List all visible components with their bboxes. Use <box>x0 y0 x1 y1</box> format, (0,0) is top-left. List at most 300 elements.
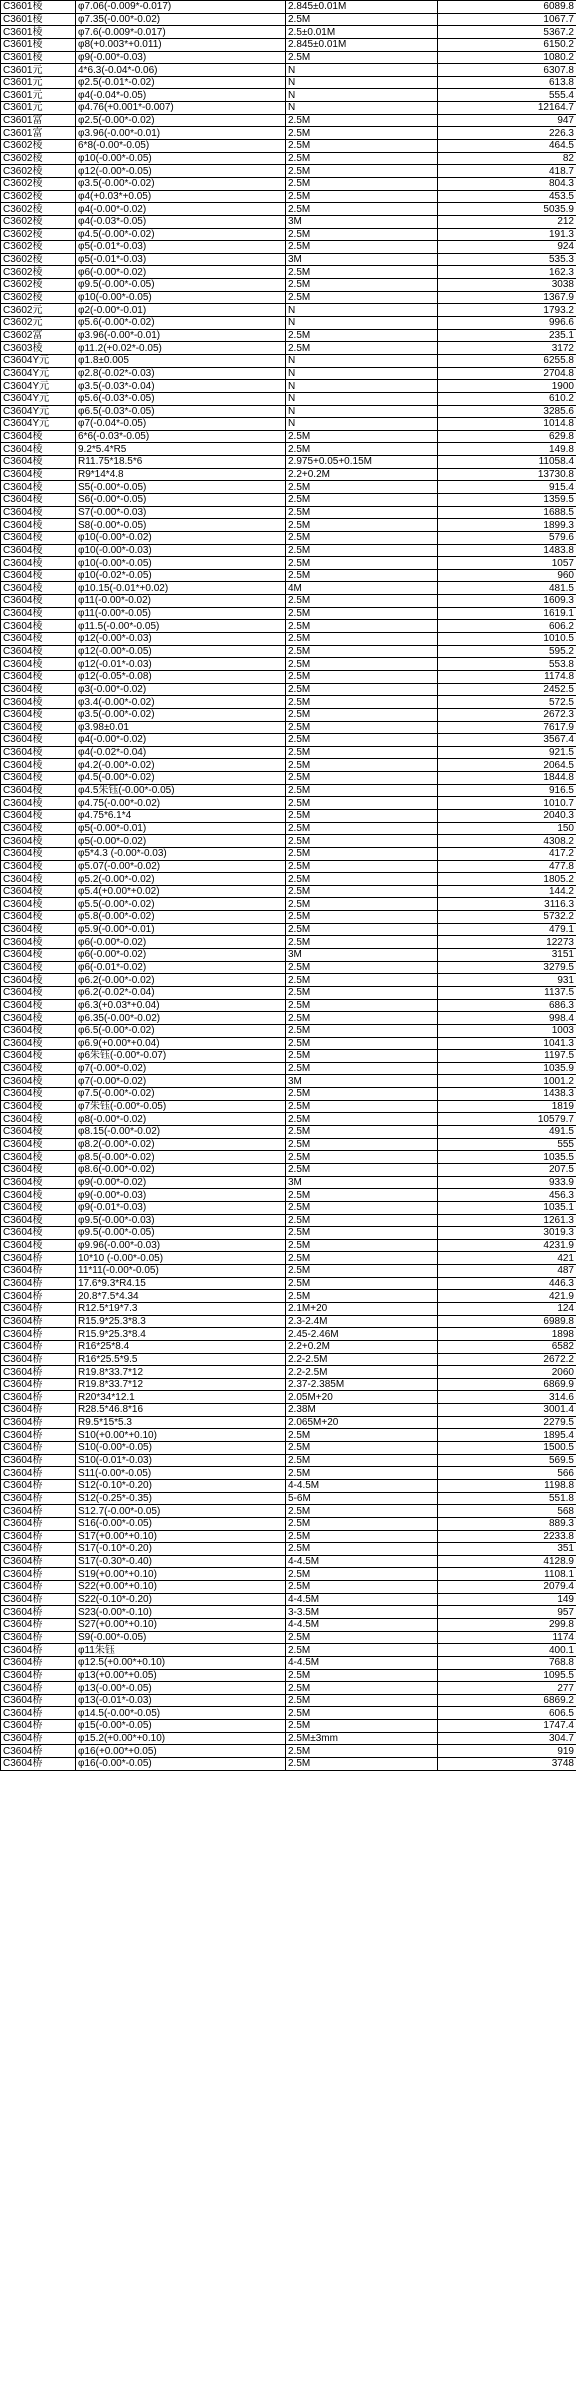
spec-cell: φ4(-0.00*-0.02) <box>76 203 286 216</box>
spec-cell: S23(-0.00*-0.10) <box>76 1606 286 1619</box>
spec-cell: φ5(-0.00*-0.02) <box>76 835 286 848</box>
spec-cell: φ4.2(-0.00*-0.02) <box>76 759 286 772</box>
spec-cell: φ3(-0.00*-0.02) <box>76 683 286 696</box>
quantity-cell: 1895.4 <box>438 1429 576 1442</box>
table-row <box>1 203 576 216</box>
length-cell: 2.5M <box>286 1100 438 1113</box>
spec-cell: φ6.5(-0.00*-0.02) <box>76 1024 286 1037</box>
quantity-cell: 10579.7 <box>438 1113 576 1126</box>
table-row <box>1 1543 576 1556</box>
material-cell: C3604桥 <box>1 1454 76 1467</box>
quantity-cell: 916.5 <box>438 784 576 797</box>
table-row <box>1 1302 576 1315</box>
quantity-cell: 1609.3 <box>438 595 576 608</box>
material-cell: C3602棱 <box>1 190 76 203</box>
table-row <box>1 1391 576 1404</box>
quantity-cell: 464.5 <box>438 140 576 153</box>
quantity-cell: 1198.8 <box>438 1479 576 1492</box>
table-row <box>1 961 576 974</box>
material-cell: C3604桥 <box>1 1265 76 1278</box>
quantity-cell: 3116.3 <box>438 898 576 911</box>
table-row <box>1 620 576 633</box>
quantity-cell: 1747.4 <box>438 1720 576 1733</box>
spec-cell: φ4(+0.03*+0.05) <box>76 190 286 203</box>
material-cell: C3604Y元 <box>1 354 76 367</box>
length-cell: 2.5M <box>286 13 438 26</box>
quantity-cell: 6255.8 <box>438 354 576 367</box>
material-cell: C3604桥 <box>1 1340 76 1353</box>
table-row <box>1 64 576 77</box>
length-cell: 2.5M <box>286 1062 438 1075</box>
length-cell: 2.2-2.5M <box>286 1366 438 1379</box>
material-cell: C3604棱 <box>1 721 76 734</box>
material-cell: C3604桥 <box>1 1555 76 1568</box>
quantity-cell: 3567.4 <box>438 734 576 747</box>
material-cell: C3604桥 <box>1 1429 76 1442</box>
quantity-cell: 919 <box>438 1745 576 1758</box>
spec-cell: φ6(-0.00*-0.02) <box>76 266 286 279</box>
table-row <box>1 456 576 469</box>
quantity-cell: 998.4 <box>438 1012 576 1025</box>
table-row <box>1 708 576 721</box>
quantity-cell: 921.5 <box>438 746 576 759</box>
length-cell: 2.5M <box>286 1631 438 1644</box>
spec-cell: S9(-0.00*-0.05) <box>76 1631 286 1644</box>
material-cell: C3604棱 <box>1 835 76 848</box>
material-cell: C3604Y元 <box>1 380 76 393</box>
quantity-cell: 1035.5 <box>438 1151 576 1164</box>
length-cell: 2.5M <box>286 847 438 860</box>
table-row <box>1 1062 576 1075</box>
length-cell: 2.5±0.01M <box>286 26 438 39</box>
quantity-cell: 768.8 <box>438 1656 576 1669</box>
material-cell: C3604棱 <box>1 645 76 658</box>
length-cell: 2.5M <box>286 633 438 646</box>
spec-cell: φ10(-0.02*-0.05) <box>76 569 286 582</box>
table-row <box>1 569 576 582</box>
quantity-cell: 3748 <box>438 1758 576 1771</box>
material-cell: C3604棱 <box>1 974 76 987</box>
table-row <box>1 329 576 342</box>
length-cell: 3M <box>286 253 438 266</box>
quantity-cell: 417.2 <box>438 847 576 860</box>
spec-cell: φ2.5(-0.01*-0.02) <box>76 76 286 89</box>
material-cell: C3604桥 <box>1 1467 76 1480</box>
quantity-cell: 1108.1 <box>438 1568 576 1581</box>
material-cell: C3604Y元 <box>1 392 76 405</box>
material-cell: C3604桥 <box>1 1416 76 1429</box>
length-cell: 2.5M <box>286 1163 438 1176</box>
table-row <box>1 885 576 898</box>
length-cell: 2.065M+20 <box>286 1416 438 1429</box>
table-row <box>1 607 576 620</box>
length-cell: 2.5M <box>286 1201 438 1214</box>
table-row <box>1 1593 576 1606</box>
material-cell: C3604棱 <box>1 999 76 1012</box>
spec-cell: φ12(-0.00*-0.05) <box>76 165 286 178</box>
table-row <box>1 1745 576 1758</box>
material-cell: C3601富 <box>1 114 76 127</box>
spec-cell: S12.7(-0.00*-0.05) <box>76 1505 286 1518</box>
spec-cell: φ11(-0.00*-0.02) <box>76 595 286 608</box>
length-cell: 2.845±0.01M <box>286 38 438 51</box>
table-row <box>1 557 576 570</box>
table-row <box>1 481 576 494</box>
spec-cell: φ4.75*6.1*4 <box>76 810 286 823</box>
spec-cell: φ8.6(-0.00*-0.02) <box>76 1163 286 1176</box>
quantity-cell: 613.8 <box>438 76 576 89</box>
length-cell: N <box>286 405 438 418</box>
length-cell: 3M <box>286 949 438 962</box>
table-row <box>1 1340 576 1353</box>
length-cell: 2.5M <box>286 1505 438 1518</box>
table-row <box>1 822 576 835</box>
table-row <box>1 1732 576 1745</box>
table-row <box>1 860 576 873</box>
length-cell: 2.5M <box>286 51 438 64</box>
spec-cell: φ2(-0.00*-0.01) <box>76 304 286 317</box>
quantity-cell: 456.3 <box>438 1189 576 1202</box>
material-cell: C3604桥 <box>1 1378 76 1391</box>
table-row <box>1 759 576 772</box>
length-cell: 2.5M <box>286 1530 438 1543</box>
quantity-cell: 606.5 <box>438 1707 576 1720</box>
spec-cell: φ5.07(-0.00*-0.02) <box>76 860 286 873</box>
spec-cell: φ9(-0.00*-0.02) <box>76 1176 286 1189</box>
material-cell: C3604棱 <box>1 911 76 924</box>
spec-cell: φ8.5(-0.00*-0.02) <box>76 1151 286 1164</box>
table-row <box>1 367 576 380</box>
quantity-cell: 479.1 <box>438 923 576 936</box>
spec-cell: φ5.2(-0.00*-0.02) <box>76 873 286 886</box>
material-cell: C3604Y元 <box>1 405 76 418</box>
quantity-cell: 304.7 <box>438 1732 576 1745</box>
length-cell: 2.5M <box>286 670 438 683</box>
spec-cell: R16*25.5*9.5 <box>76 1353 286 1366</box>
table-row <box>1 1656 576 1669</box>
material-cell: C3604桥 <box>1 1543 76 1556</box>
length-cell: 2.5M <box>286 544 438 557</box>
material-cell: C3604棱 <box>1 531 76 544</box>
table-row <box>1 1366 576 1379</box>
table-row <box>1 936 576 949</box>
spec-cell: φ4(-0.02*-0.04) <box>76 746 286 759</box>
quantity-cell: 1619.1 <box>438 607 576 620</box>
spec-cell: φ15(-0.00*-0.05) <box>76 1720 286 1733</box>
spec-cell: S10(+0.00*+0.10) <box>76 1429 286 1442</box>
material-cell: C3604桥 <box>1 1277 76 1290</box>
material-cell: C3604棱 <box>1 595 76 608</box>
spec-cell: φ6(-0.00*-0.02) <box>76 936 286 949</box>
quantity-cell: 933.9 <box>438 1176 576 1189</box>
material-cell: C3604棱 <box>1 1201 76 1214</box>
table-row <box>1 506 576 519</box>
material-cell: C3604桥 <box>1 1290 76 1303</box>
spec-cell: φ6.35(-0.00*-0.02) <box>76 1012 286 1025</box>
material-cell: C3601棱 <box>1 51 76 64</box>
table-row <box>1 1113 576 1126</box>
material-cell: C3602棱 <box>1 279 76 292</box>
material-cell: C3601棱 <box>1 26 76 39</box>
material-cell: C3604棱 <box>1 519 76 532</box>
spec-cell: φ7.5(-0.00*-0.02) <box>76 1088 286 1101</box>
material-cell: C3603棱 <box>1 342 76 355</box>
material-cell: C3602棱 <box>1 241 76 254</box>
spec-cell: φ8.15(-0.00*-0.02) <box>76 1126 286 1139</box>
quantity-cell: 6089.8 <box>438 1 576 14</box>
length-cell: 2.5M <box>286 696 438 709</box>
length-cell: 2.5M <box>286 203 438 216</box>
table-row <box>1 658 576 671</box>
material-cell: C3604棱 <box>1 658 76 671</box>
length-cell: 2.5M <box>286 342 438 355</box>
quantity-cell: 453.5 <box>438 190 576 203</box>
quantity-cell: 7617.9 <box>438 721 576 734</box>
quantity-cell: 212 <box>438 215 576 228</box>
material-cell: C3604棱 <box>1 1088 76 1101</box>
material-cell: C3604棱 <box>1 1126 76 1139</box>
quantity-cell: 207.5 <box>438 1163 576 1176</box>
table-row <box>1 1163 576 1176</box>
quantity-cell: 553.8 <box>438 658 576 671</box>
length-cell: 2.5M <box>286 658 438 671</box>
quantity-cell: 12273 <box>438 936 576 949</box>
material-cell: C3604桥 <box>1 1568 76 1581</box>
quantity-cell: 149.8 <box>438 443 576 456</box>
table-row <box>1 923 576 936</box>
length-cell: 2.5M <box>286 279 438 292</box>
material-cell: C3602棱 <box>1 140 76 153</box>
quantity-cell: 1793.2 <box>438 304 576 317</box>
quantity-cell: 3019.3 <box>438 1227 576 1240</box>
table-row <box>1 266 576 279</box>
quantity-cell: 1359.5 <box>438 493 576 506</box>
length-cell: N <box>286 392 438 405</box>
length-cell: 2.2+0.2M <box>286 1340 438 1353</box>
spec-cell: S10(-0.00*-0.05) <box>76 1442 286 1455</box>
spec-cell: φ6.3(+0.03*+0.04) <box>76 999 286 1012</box>
length-cell: 2.5M <box>286 1758 438 1771</box>
material-cell: C3604棱 <box>1 898 76 911</box>
length-cell: 2.5M <box>286 746 438 759</box>
length-cell: 2.2+0.2M <box>286 468 438 481</box>
material-cell: C3604桥 <box>1 1732 76 1745</box>
length-cell: 2.5M <box>286 481 438 494</box>
material-cell: C3604棱 <box>1 481 76 494</box>
material-cell: C3604棱 <box>1 544 76 557</box>
spec-cell: φ7(-0.00*-0.02) <box>76 1075 286 1088</box>
quantity-cell: 1174.8 <box>438 670 576 683</box>
spec-cell: φ12(-0.05*-0.08) <box>76 670 286 683</box>
spec-cell: S7(-0.00*-0.03) <box>76 506 286 519</box>
table-row <box>1 784 576 797</box>
quantity-cell: 1010.7 <box>438 797 576 810</box>
length-cell: 2.5M <box>286 266 438 279</box>
length-cell: 2.5M <box>286 152 438 165</box>
table-row <box>1 1088 576 1101</box>
table-row <box>1 1353 576 1366</box>
length-cell: N <box>286 76 438 89</box>
spec-cell: R19.8*33.7*12 <box>76 1366 286 1379</box>
table-row <box>1 898 576 911</box>
spec-cell: φ5.5(-0.00*-0.02) <box>76 898 286 911</box>
table-row <box>1 89 576 102</box>
table-row <box>1 1151 576 1164</box>
length-cell: 2.5M <box>286 645 438 658</box>
table-row <box>1 468 576 481</box>
length-cell: N <box>286 64 438 77</box>
table-row <box>1 38 576 51</box>
quantity-cell: 12164.7 <box>438 102 576 115</box>
length-cell: 2.5M <box>286 797 438 810</box>
material-cell: C3604棱 <box>1 493 76 506</box>
table-row <box>1 1378 576 1391</box>
quantity-cell: 2672.3 <box>438 708 576 721</box>
material-cell: C3604桥 <box>1 1745 76 1758</box>
quantity-cell: 4231.9 <box>438 1239 576 1252</box>
spec-cell: φ16(+0.00*+0.05) <box>76 1745 286 1758</box>
quantity-cell: 6869.2 <box>438 1694 576 1707</box>
table-row <box>1 1239 576 1252</box>
table-row <box>1 190 576 203</box>
length-cell: 2.5M <box>286 1745 438 1758</box>
length-cell: 2.5M <box>286 734 438 747</box>
material-cell: C3602棱 <box>1 266 76 279</box>
quantity-cell: 226.3 <box>438 127 576 140</box>
material-cell: C3604棱 <box>1 1151 76 1164</box>
table-row <box>1 1012 576 1025</box>
spec-cell: φ6.2(-0.02*-0.04) <box>76 986 286 999</box>
material-cell: C3601棱 <box>1 38 76 51</box>
length-cell: 2.5M <box>286 1694 438 1707</box>
quantity-cell: 2040.3 <box>438 810 576 823</box>
table-row <box>1 140 576 153</box>
spec-cell: R16*25*8.4 <box>76 1340 286 1353</box>
spec-cell: φ3.96(-0.00*-0.01) <box>76 127 286 140</box>
table-row <box>1 721 576 734</box>
quantity-cell: 3285.6 <box>438 405 576 418</box>
table-row <box>1 1720 576 1733</box>
length-cell: 2.5M <box>286 1138 438 1151</box>
material-cell: C3604棱 <box>1 810 76 823</box>
spec-cell: φ5.6(-0.00*-0.02) <box>76 317 286 330</box>
quantity-cell: 144.2 <box>438 885 576 898</box>
quantity-cell: 1080.2 <box>438 51 576 64</box>
quantity-cell: 4128.9 <box>438 1555 576 1568</box>
material-cell: C3604棱 <box>1 557 76 570</box>
length-cell: 2.5M <box>286 1568 438 1581</box>
quantity-cell: 1900 <box>438 380 576 393</box>
table-row <box>1 241 576 254</box>
spec-cell: φ4(-0.03*-0.05) <box>76 215 286 228</box>
table-row <box>1 114 576 127</box>
length-cell: 2.5M <box>286 1581 438 1594</box>
quantity-cell: 572.5 <box>438 696 576 709</box>
quantity-cell: 551.8 <box>438 1492 576 1505</box>
quantity-cell: 1041.3 <box>438 1037 576 1050</box>
quantity-cell: 351 <box>438 1543 576 1556</box>
length-cell: 2.5M <box>286 228 438 241</box>
length-cell: 2.5M <box>286 1126 438 1139</box>
length-cell: 2.5M <box>286 519 438 532</box>
spec-cell: S19(+0.00*+0.10) <box>76 1568 286 1581</box>
table-row <box>1 215 576 228</box>
table-row <box>1 1492 576 1505</box>
quantity-cell: 595.2 <box>438 645 576 658</box>
table-row <box>1 1100 576 1113</box>
spec-cell: φ10(-0.00*-0.05) <box>76 557 286 570</box>
table-row <box>1 1669 576 1682</box>
quantity-cell: 1003 <box>438 1024 576 1037</box>
table-row <box>1 1037 576 1050</box>
table-row <box>1 595 576 608</box>
spec-cell: φ13(-0.01*-0.03) <box>76 1694 286 1707</box>
material-cell: C3604棱 <box>1 456 76 469</box>
length-cell: 4-4.5M <box>286 1593 438 1606</box>
material-cell: C3604棱 <box>1 708 76 721</box>
material-cell: C3604棱 <box>1 772 76 785</box>
material-cell: C3604棱 <box>1 1050 76 1063</box>
spec-cell: R15.9*25.3*8.4 <box>76 1328 286 1341</box>
material-cell: C3604棱 <box>1 1227 76 1240</box>
quantity-cell: 1688.5 <box>438 506 576 519</box>
material-cell: C3602棱 <box>1 165 76 178</box>
length-cell: 2.5M <box>286 190 438 203</box>
table-row <box>1 911 576 924</box>
spec-cell: φ7(-0.00*-0.02) <box>76 1062 286 1075</box>
length-cell: 2.5M <box>286 784 438 797</box>
material-cell: C3604桥 <box>1 1656 76 1669</box>
material-cell: C3604棱 <box>1 860 76 873</box>
quantity-cell: 235.1 <box>438 329 576 342</box>
quantity-cell: 915.4 <box>438 481 576 494</box>
material-cell: C3604棱 <box>1 1138 76 1151</box>
spec-cell: S11(-0.00*-0.05) <box>76 1467 286 1480</box>
quantity-cell: 2672.2 <box>438 1353 576 1366</box>
table-row <box>1 1138 576 1151</box>
material-cell: C3604棱 <box>1 847 76 860</box>
quantity-cell: 1137.5 <box>438 986 576 999</box>
table-row <box>1 582 576 595</box>
material-cell: C3601元 <box>1 76 76 89</box>
length-cell: 2.5M <box>286 1429 438 1442</box>
length-cell: 2.5M <box>286 1088 438 1101</box>
quantity-cell: 477.8 <box>438 860 576 873</box>
spec-cell: φ9.5(-0.00*-0.03) <box>76 1214 286 1227</box>
table-row <box>1 873 576 886</box>
length-cell: 4-4.5M <box>286 1619 438 1632</box>
quantity-cell: 1844.8 <box>438 772 576 785</box>
spec-cell: φ8(+0.003*+0.011) <box>76 38 286 51</box>
length-cell: 2.5M <box>286 1252 438 1265</box>
length-cell: 2.5M <box>286 1239 438 1252</box>
material-cell: C3604棱 <box>1 569 76 582</box>
length-cell: 2.38M <box>286 1404 438 1417</box>
spec-cell: R28.5*46.8*16 <box>76 1404 286 1417</box>
spec-cell: S27(+0.00*+0.10) <box>76 1619 286 1632</box>
length-cell: 2.5M <box>286 810 438 823</box>
spec-cell: φ8.2(-0.00*-0.02) <box>76 1138 286 1151</box>
spec-cell: φ4(-0.00*-0.02) <box>76 734 286 747</box>
quantity-cell: 5367.2 <box>438 26 576 39</box>
length-cell: 4M <box>286 582 438 595</box>
quantity-cell: 1197.5 <box>438 1050 576 1063</box>
length-cell: 2.5M <box>286 1467 438 1480</box>
material-cell: C3604棱 <box>1 784 76 797</box>
table-row <box>1 835 576 848</box>
table-row <box>1 531 576 544</box>
table-row <box>1 1568 576 1581</box>
